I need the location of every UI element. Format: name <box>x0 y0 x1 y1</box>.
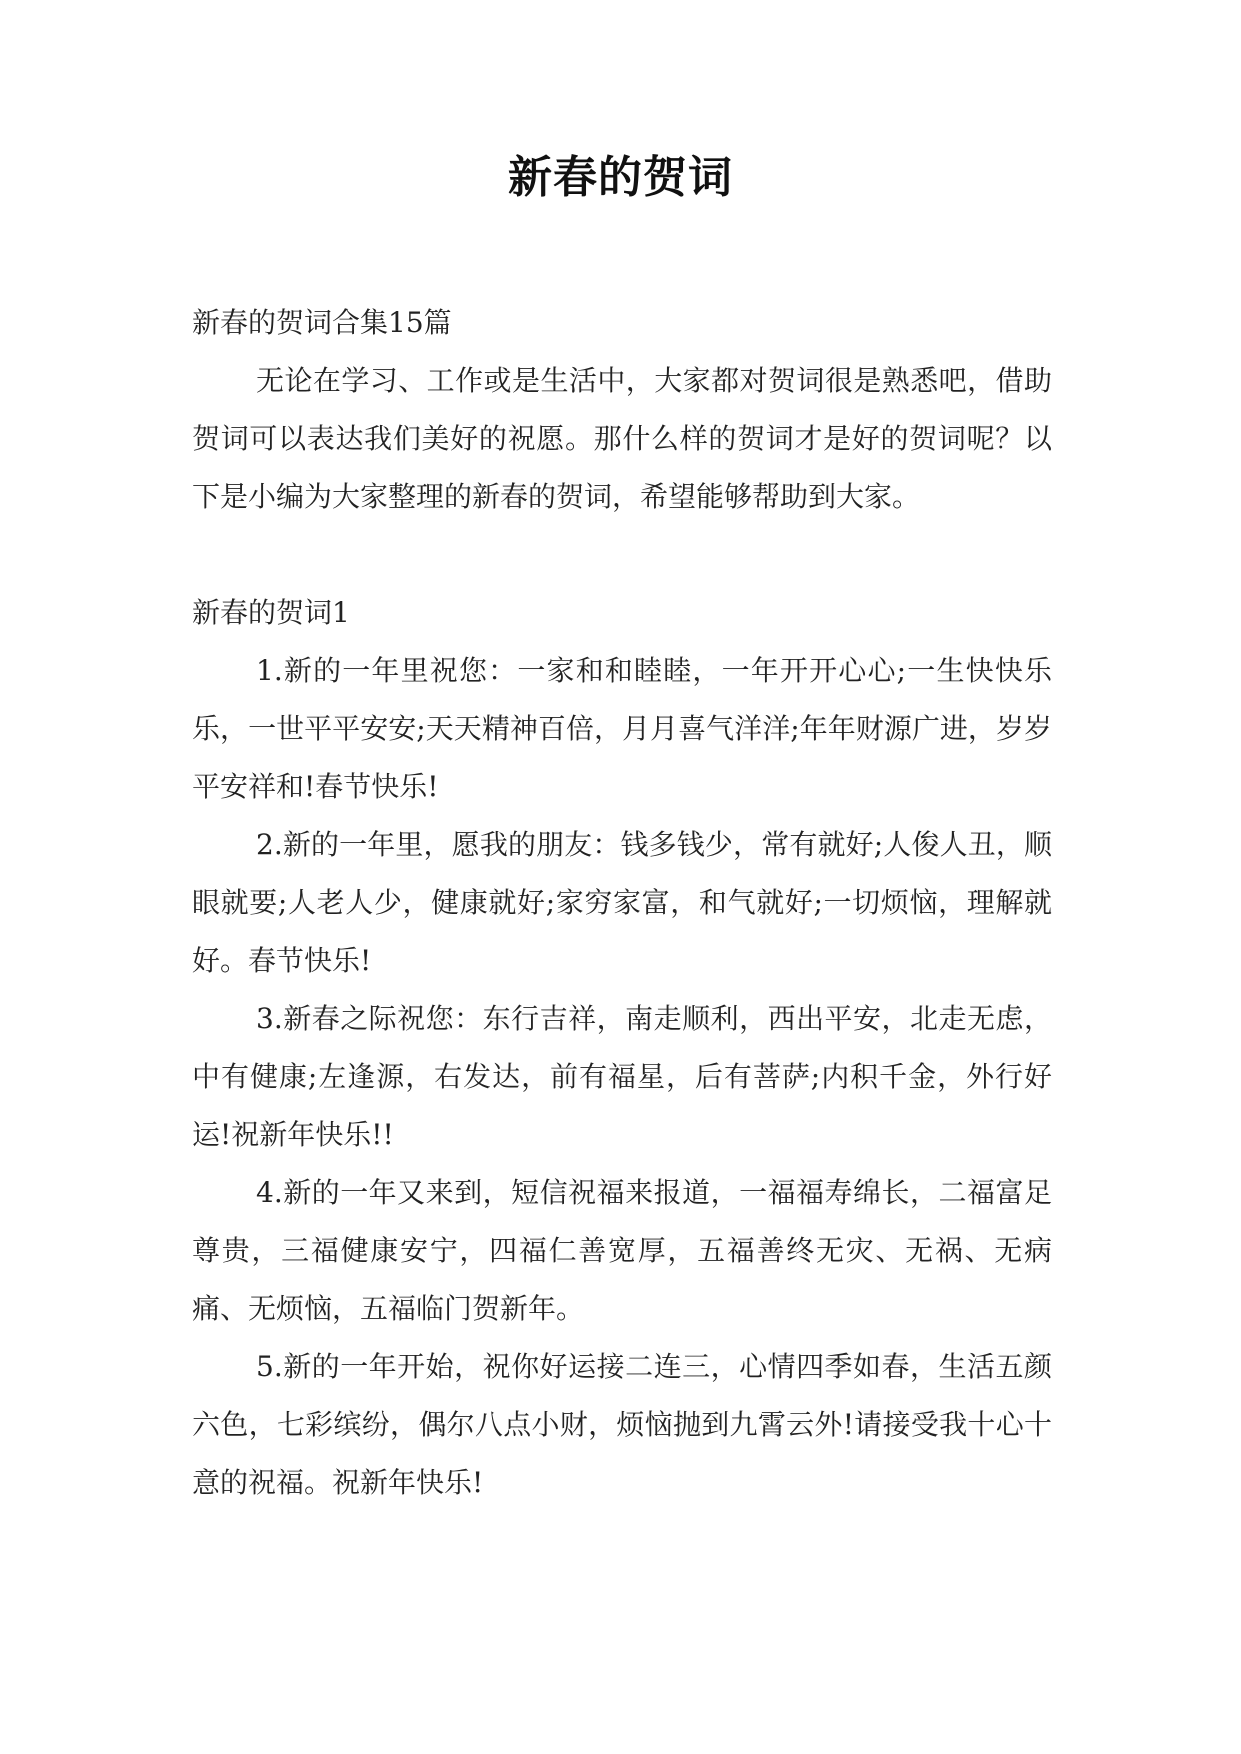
section-heading: 新春的贺词1 <box>192 596 350 629</box>
greeting-item-1: 1.新的一年里祝您：一家和和睦睦，一年开开心心;一生快快乐乐，一世平平安安;天天精神百倍，月月喜气洋洋;年年财源广进，岁岁平安祥和!春节快乐! <box>192 654 1052 803</box>
greeting-item-4: 4.新的一年又来到，短信祝福来报道，一福福寿绵长，二福富足尊贵，三福健康安宁，四福仁善宽厚，五福善终无灾、无祸、无病痛、无烦恼，五福临门贺新年。 <box>192 1176 1052 1325</box>
section-spacer <box>192 526 1052 584</box>
greeting-item-5: 5.新的一年开始，祝你好运接二连三，心情四季如春，生活五颜六色，七彩缤纷，偶尔八点小财，烦恼抛到九霄云外!请接受我十心十意的祝福。祝新年快乐! <box>192 1350 1052 1499</box>
collection-subtitle: 新春的贺词合集15篇 <box>192 306 452 339</box>
intro-paragraph: 无论在学习、工作或是生活中，大家都对贺词很是熟悉吧，借助贺词可以表达我们美好的祝愿。那什么样的贺词才是好的贺词呢？以下是小编为大家整理的新春的贺词，希望能够帮助到大家。 <box>192 364 1052 513</box>
document-body <box>192 294 1052 1512</box>
document-title: 新春的贺词 <box>508 152 733 203</box>
greeting-item-3: 3.新春之际祝您：东行吉祥，南走顺利，西出平安，北走无虑，中有健康;左逢源，右发达，前有福星，后有菩萨;内积千金，外行好运!祝新年快乐!! <box>192 1002 1052 1151</box>
greeting-item-2: 2.新的一年里，愿我的朋友：钱多钱少，常有就好;人俊人丑，顺眼就要;人老人少，健康就好;家穷家富，和气就好;一切烦恼，理解就好。春节快乐! <box>192 828 1052 977</box>
